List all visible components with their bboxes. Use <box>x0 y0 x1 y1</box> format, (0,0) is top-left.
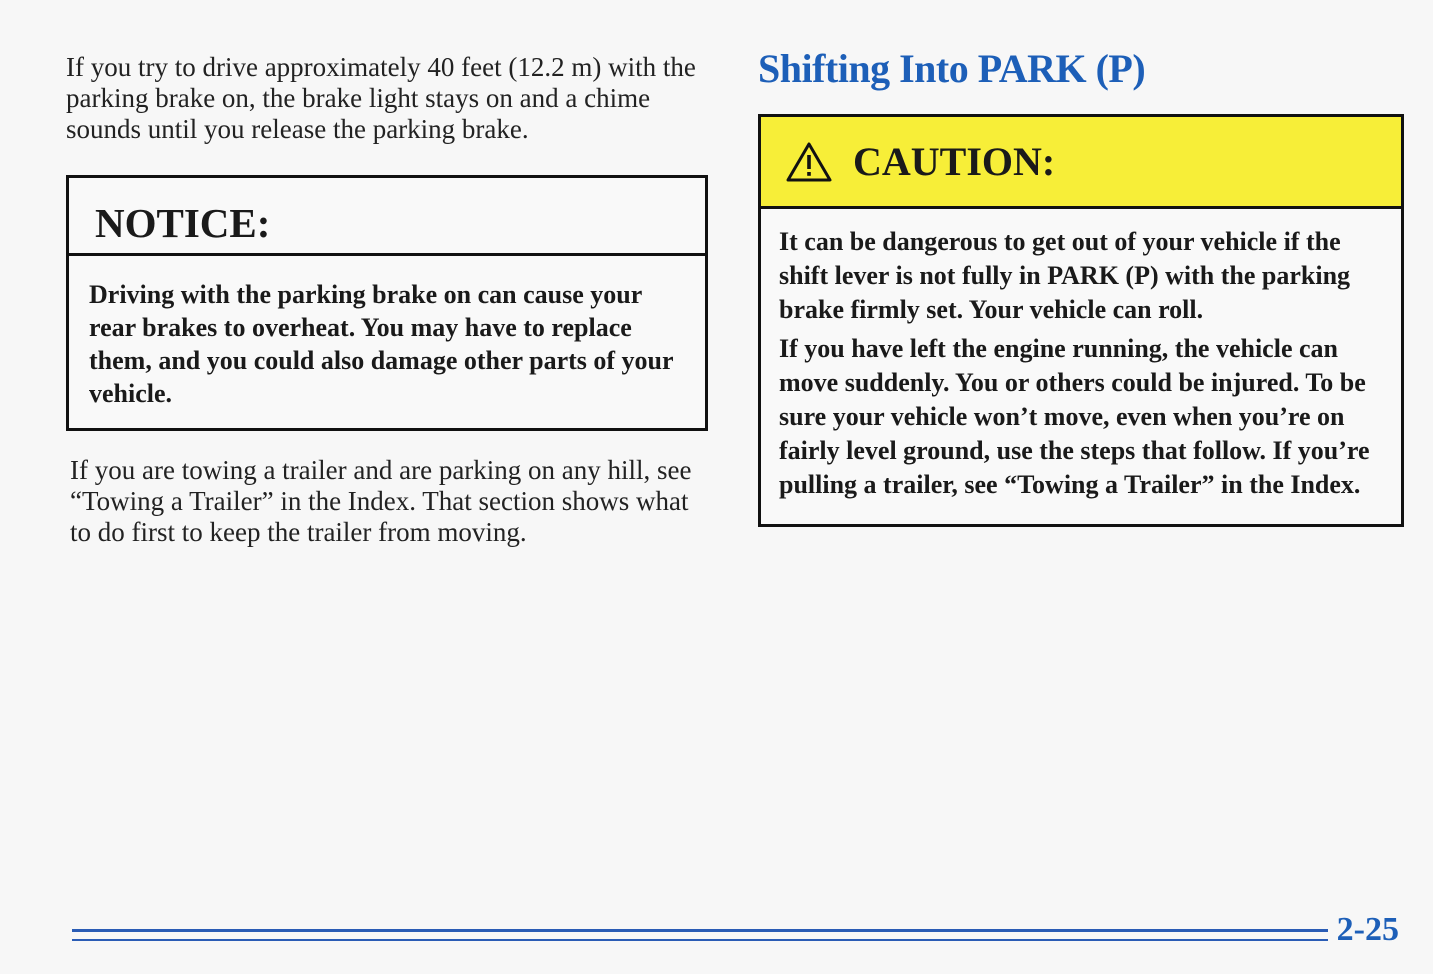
caution-paragraph-shift-lever: It can be dangerous to get out of your vehicle if the shift lever is not fully in PARK (P) with the parking brake firmly set. Your vehicle can roll. <box>779 227 1351 324</box>
notice-box <box>66 175 708 431</box>
caution-body <box>761 209 1401 524</box>
caution-paragraph-engine-running: If you have left the engine running, the vehicle can move suddenly. You or others could be injured. To be sure your vehicle won’t move, even when you’re on fairly level ground, use the steps that follow. If you’re pulling a trailer, see “Towing a Trailer” in the Index. <box>779 334 1370 499</box>
parking-brake-chime-paragraph: If you try to drive approximately 40 feet (12.2 m) with the parking brake on, the brake light stays on and a chime sounds until you release the parking brake. <box>66 52 696 144</box>
towing-trailer-paragraph: If you are towing a trailer and are parking on any hill, see “Towing a Trailer” in the Index. That section shows what to do first to keep the trailer from moving. <box>70 455 692 547</box>
notice-body: Driving with the parking brake on can cause your rear brakes to overheat. You may have to replace them, and you could also damage other parts of your vehicle. <box>89 280 674 408</box>
right-column <box>758 46 1406 527</box>
warning-triangle-icon <box>785 141 833 183</box>
notice-header <box>69 178 705 256</box>
footer-rule-top <box>72 929 1328 932</box>
footer-rule-bottom <box>72 939 1328 941</box>
left-column <box>66 52 716 548</box>
notice-title: NOTICE: <box>95 200 271 246</box>
caution-title: CAUTION: <box>853 138 1056 184</box>
caution-box <box>758 114 1404 527</box>
section-title: Shifting Into PARK (P) <box>758 46 1146 91</box>
page-number: 2-25 <box>1336 911 1399 948</box>
caution-header <box>761 117 1401 209</box>
